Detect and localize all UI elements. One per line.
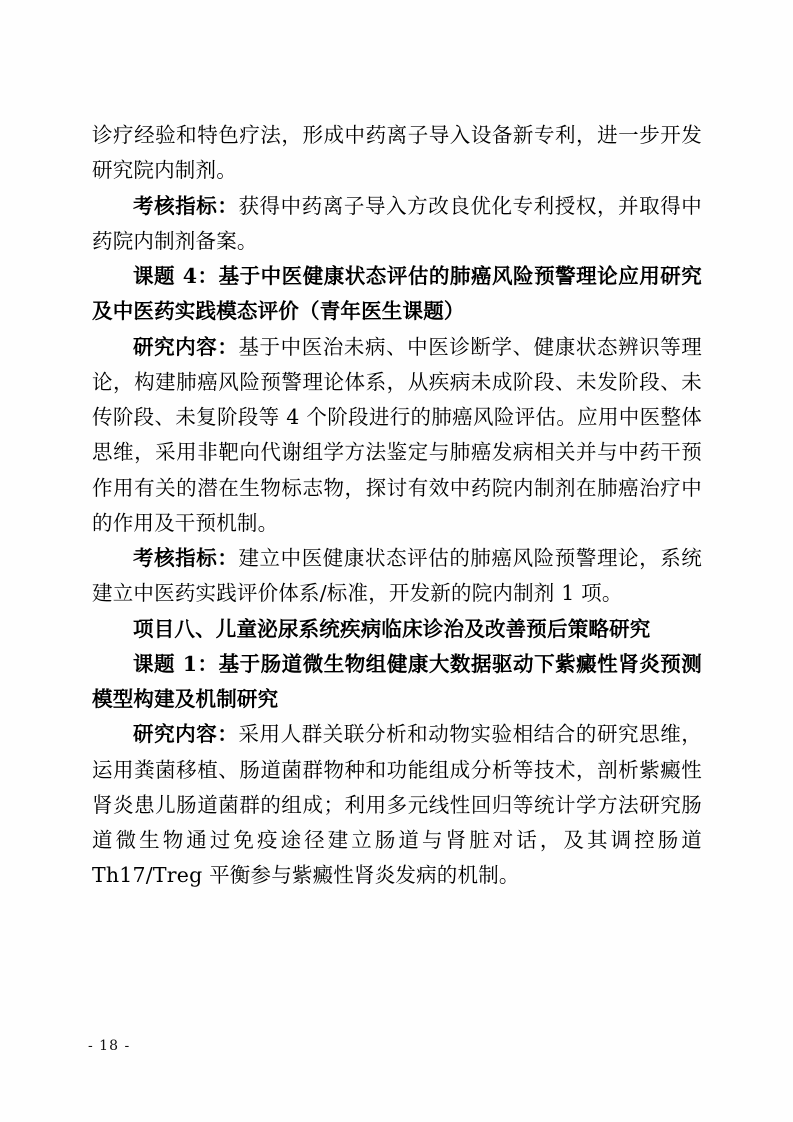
research-content-paragraph-2 [92,717,702,893]
heading-text: 课题 1：基于肠道微生物组健康大数据驱动下紫癜性肾炎预测模型构建及机制研究 [92,651,702,711]
paragraph-label: 考核指标： [133,193,239,218]
assessment-indicator-paragraph-2 [92,541,702,612]
section-heading-project-8 [92,612,702,647]
paragraph-continued [92,118,702,189]
page-content [92,118,702,894]
paragraph-label: 研究内容： [133,334,239,359]
paragraph-label: 考核指标： [133,546,239,570]
paragraph-text: 基于中医治未病、中医诊断学、健康状态辨识等理论，构建肺癌风险预警理论体系，从疾病未成阶段、未发阶段、未传阶段、未复阶段等 4 个阶段进行的肺癌风险评估。应用中医整体思维，采用非靶向代谢组学方法鉴定与肺癌发病相关并与中药干预作用有关的潜在生物标志物，探讨有效中药院内制剂在肺癌治疗中的作用及干预机制。 [92,334,703,535]
page-number: - 18 - [88,1038,131,1054]
heading-text: 课题 4：基于中医健康状态评估的肺癌风险预警理论应用研究及中医药实践模态评价（青年医生课题） [92,264,702,324]
paragraph-text: 诊疗经验和特色疗法，形成中药离子导入设备新专利，进一步开发研究院内制剂。 [92,123,702,183]
paragraph-label: 研究内容： [133,722,239,747]
section-heading-topic-1 [92,647,702,718]
research-content-paragraph-1 [92,330,702,542]
heading-text: 项目八、儿童泌尿系统疾病临床诊治及改善预后策略研究 [133,616,651,641]
section-heading-topic-4 [92,259,702,330]
paragraph-text: 建立中医健康状态评估的肺癌风险预警理论，系统建立中医药实践评价体系/标准，开发新的院内制剂 1 项。 [92,546,703,606]
paragraph-text: 获得中药离子导入方改良优化专利授权，并取得中药院内制剂备案。 [92,193,703,253]
assessment-indicator-paragraph-1 [92,189,702,260]
paragraph-text: 采用人群关联分析和动物实验相结合的研究思维，运用粪菌移植、肠道菌群物种和功能组成分析等技术，剖析紫癜性肾炎患儿肠道菌群的组成；利用多元线性回归等统计学方法研究肠道微生物通过免疫途径建立肠道与肾脏对话，及其调控肠道 Th17/Treg 平衡参与紫癜性肾炎发病的机制。 [92,722,703,888]
